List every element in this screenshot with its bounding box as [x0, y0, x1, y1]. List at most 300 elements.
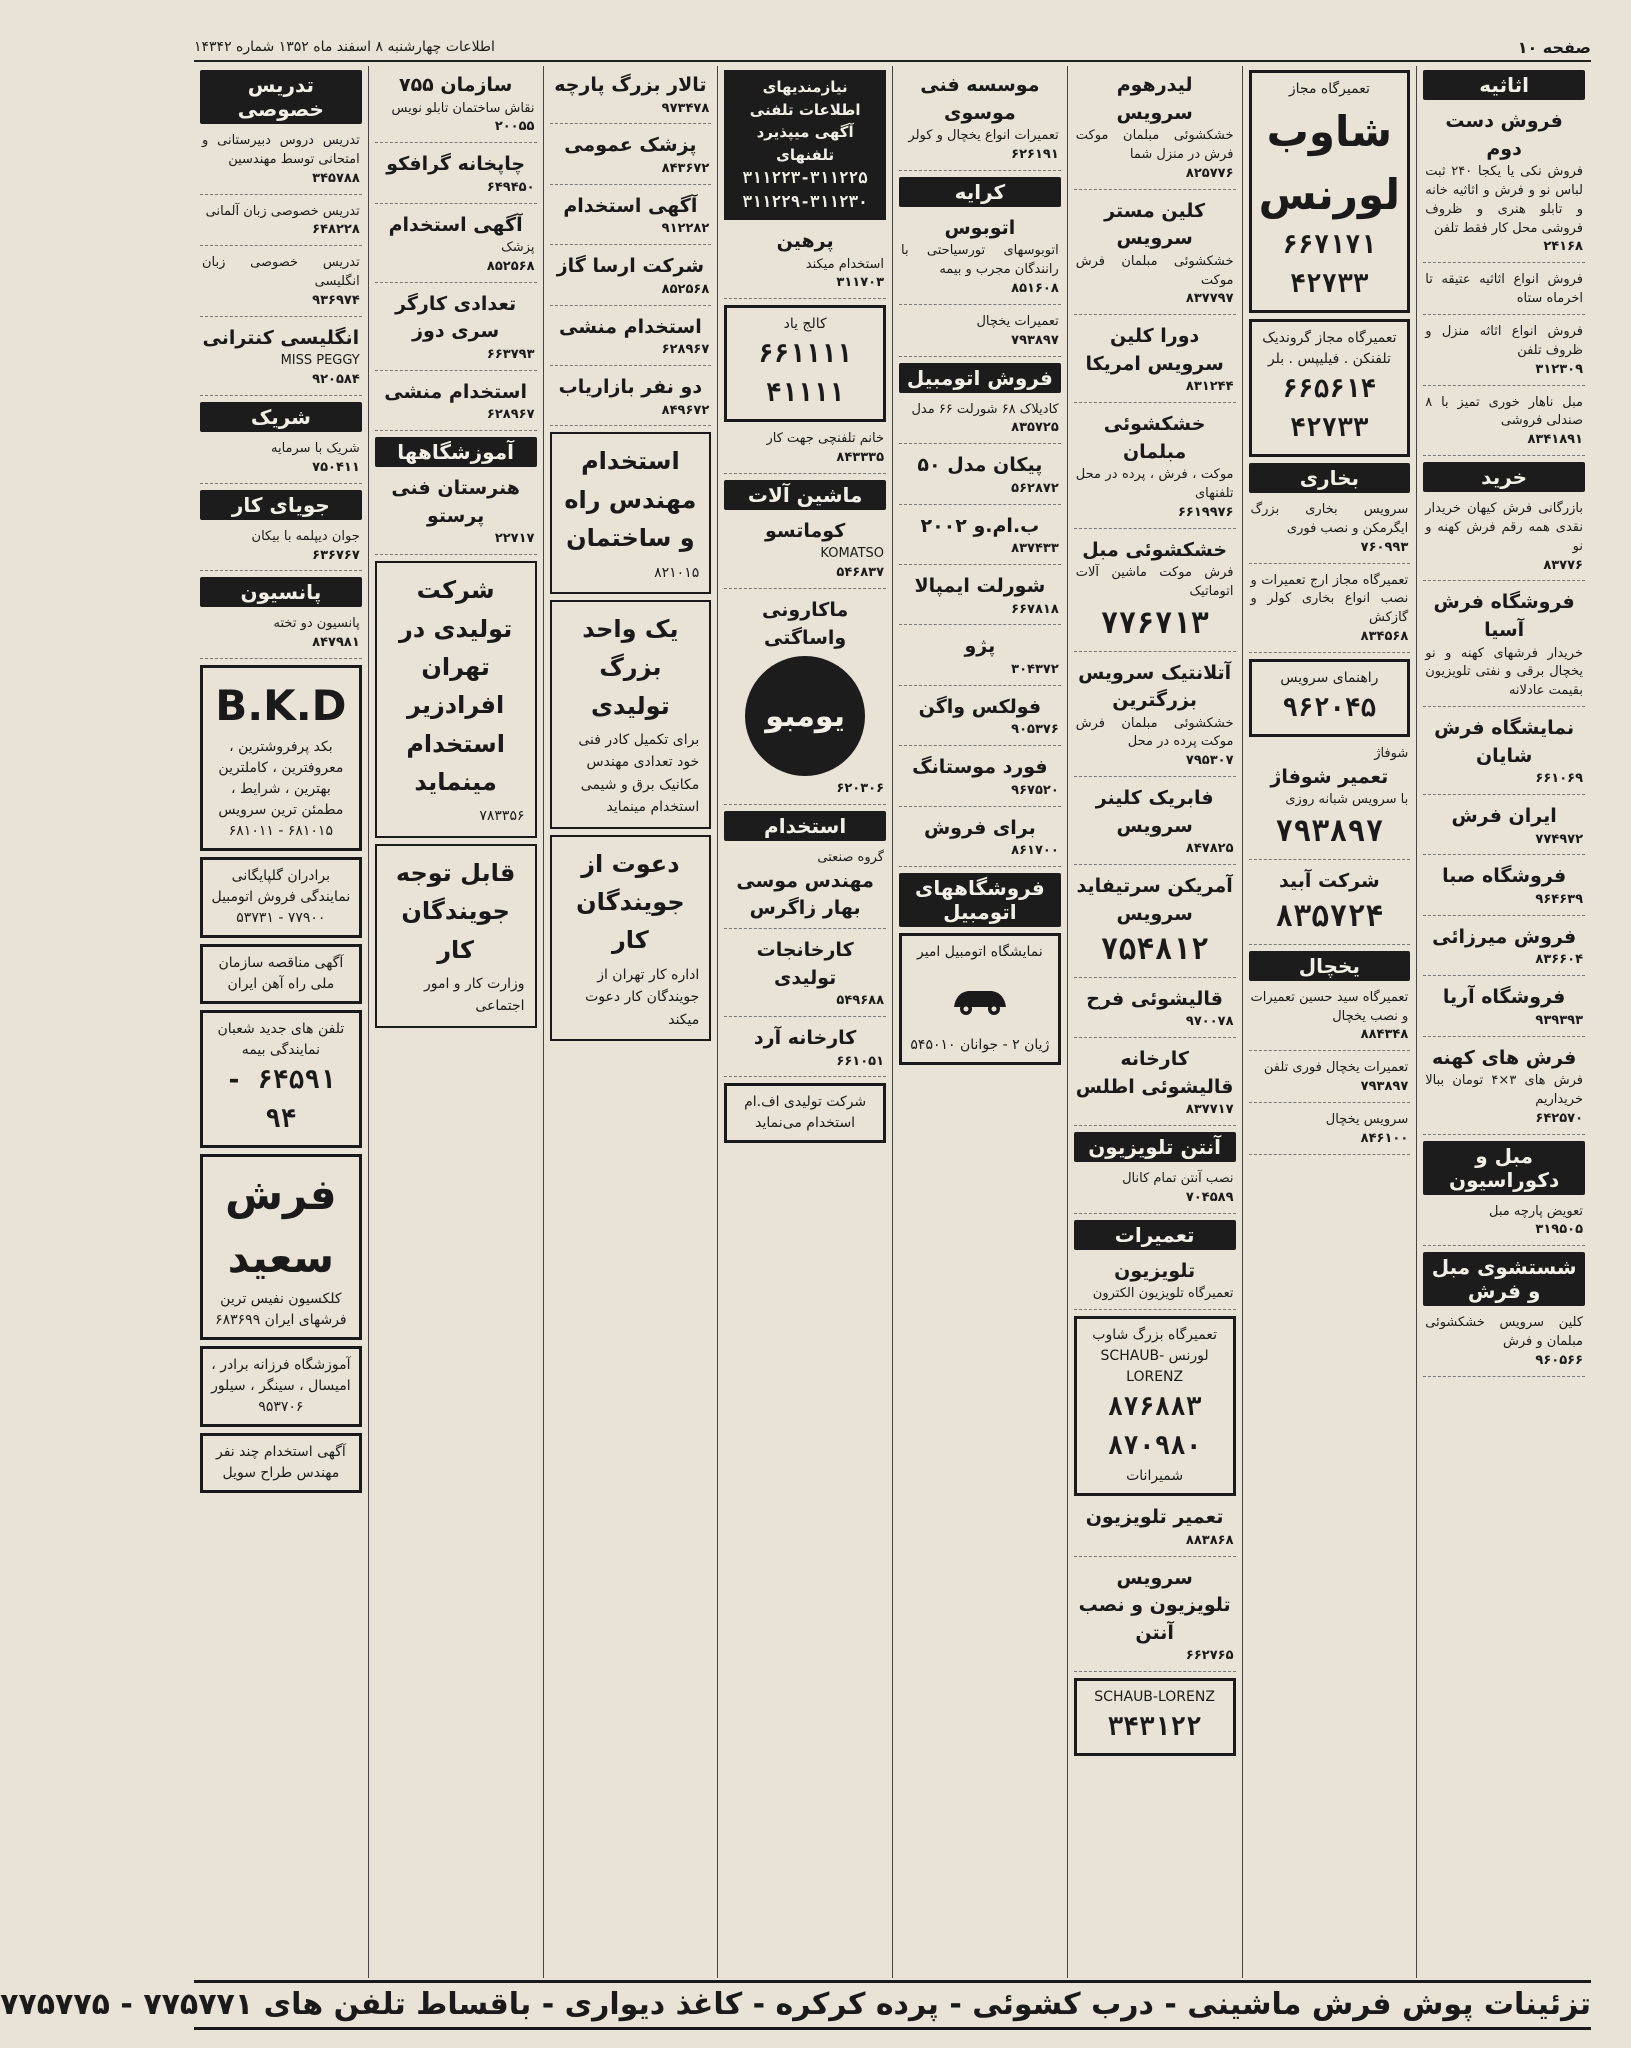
- ad-body: استخدام می‌نماید: [755, 1115, 856, 1132]
- ad-body: سازمان ملی راه آهن ایران: [218, 955, 335, 993]
- date-issue: اطلاعات چهارشنبه ۸ اسفند ماه ۱۳۵۲ شماره ۱۴۳۴۲: [194, 39, 495, 55]
- banner-numbers: ۳۱۱۲۲۳-۳۱۱۲۲۵ ۳۱۱۲۲۹-۳۱۱۲۳۰: [742, 168, 868, 211]
- ad-antenna-install: [1074, 1168, 1236, 1214]
- banner-label: نیازمندیهای اطلاعات تلفنی آگهی میپذیرد تلفنهای: [749, 78, 861, 164]
- ad-phone: ۸۳۷۷۱۷: [1185, 1102, 1234, 1118]
- column-2: [1242, 66, 1417, 1978]
- classified-columns: [194, 66, 1591, 1978]
- ad-phone: ۸۴۶۱۰۰: [1360, 1130, 1409, 1146]
- ad-phone: ۷۹۳۸۹۷: [1011, 332, 1059, 348]
- ad-phone: ۸۳۴۱۸۹۱: [1527, 432, 1583, 448]
- ad-body: برادر ، امیسال ، سینگر ، سیلور: [211, 1357, 351, 1395]
- ad-body: شعبان نمایندگی بیمه: [217, 1021, 320, 1059]
- ad-body: برای تکمیل کادر فنی خود تعدادی مهندس مکانیک برق و شیمی استخدام مینماید: [578, 732, 700, 816]
- ad-phone: ۸۷۶۸۸۳: [1107, 1392, 1202, 1423]
- ad-komatsu: [724, 516, 886, 589]
- ad-dining-table: [1423, 392, 1585, 457]
- ad-employment-notice: [550, 191, 712, 245]
- category-car-sale: فروش اتومبیل: [899, 363, 1061, 393]
- ad-pension: [200, 613, 362, 659]
- ad-telephonist: [724, 428, 886, 474]
- ad-body: ژیان ۲ - جوانان: [959, 1036, 1050, 1053]
- ad-fabric-cleaner: [1074, 783, 1236, 865]
- ad-farah-carpet-wash: [1074, 984, 1236, 1038]
- brand-logo: SCHAUB-LORENZ: [1094, 1688, 1215, 1705]
- ad-body: فروش انواع اثاثیه عتیقه تا اخرماه ستاه: [1425, 272, 1583, 307]
- ad-shayan-carpet: [1423, 713, 1585, 795]
- ad-phone: ۹۵۳۷۰۶: [258, 1399, 304, 1416]
- category-furniture: اثاثیه: [1423, 70, 1585, 100]
- ad-fridge-fast: [1249, 1057, 1411, 1103]
- ad-phone: ۸۴۳۶۷۲: [661, 160, 710, 176]
- category-pension: پانسیون: [200, 577, 362, 607]
- ad-big-factory: [550, 600, 712, 829]
- ad-doctor-hire: [375, 210, 537, 283]
- ad-title: فروشگاه آریا: [1442, 986, 1566, 1009]
- ad-title: قالیشوئی فرح: [1086, 987, 1223, 1010]
- ad-title: شرکت تولیدی اف.ام: [744, 1094, 867, 1111]
- ad-phone: ۸۳۱۲۴۴: [1185, 379, 1234, 395]
- ad-phone: ۹۶۰۵۶۶: [1535, 1353, 1583, 1369]
- ad-fridge-repairs: [899, 311, 1061, 357]
- ad-phone: ۶۶۳۷۹۳: [486, 346, 535, 362]
- ad-title: نمایشگاه فرش شایان: [1434, 717, 1575, 767]
- ad-title: تلفن های جدید: [259, 1021, 345, 1038]
- ad-tv-repair-2: [1074, 1502, 1236, 1556]
- ad-parastoo-school: [375, 473, 537, 555]
- ad-body: تعمیرات یخچال: [976, 313, 1059, 329]
- ad-saeed-carpet: [200, 1154, 362, 1340]
- ad-phone: ۲۰۰۵۵: [494, 119, 535, 135]
- ad-phone: ۸۳۵۷۲۵: [1011, 420, 1059, 436]
- ad-title: نمایشگاه اتومبیل امیر: [916, 943, 1043, 960]
- ad-second-hand: [1423, 106, 1585, 263]
- ad-clean-service: [1423, 1312, 1585, 1377]
- ad-title: انگلیسی کنترانی: [202, 326, 360, 349]
- ad-body: سرویس بخاری بزرگ ایگرمکن و نصب فوری: [1250, 502, 1409, 536]
- ad-title: شرکت تولیدی در تهران افرادزیر استخدام مینماید: [399, 576, 513, 797]
- ad-title: سازمان ۷۵۵: [398, 74, 513, 96]
- brand-logo: SCHAUB-LORENZ: [1100, 1348, 1184, 1386]
- ad-insurance: [200, 1010, 362, 1148]
- ad-sofa-cleaning: [1074, 409, 1236, 529]
- ad-phone: ۶۶۷۱۷۱: [1282, 230, 1377, 260]
- ad-tutoring-english: [200, 252, 362, 317]
- ad-body: تعویض پارچه مبل: [1488, 1203, 1583, 1219]
- ad-phone: ۶۶۲۷۶۵: [1185, 1648, 1234, 1664]
- ad-tv-repair: [1074, 1256, 1236, 1310]
- ad-arsa-gas: [550, 251, 712, 305]
- ad-tutoring-1: [200, 130, 362, 195]
- column-8: [194, 66, 368, 1978]
- ad-body: خشکشوئی مبلمان موکت فرش در منزل شما: [1075, 128, 1234, 162]
- category-fridge: یخچال: [1249, 951, 1411, 981]
- ad-secretary-2: [375, 377, 537, 431]
- ad-title: شوفاژ: [1374, 745, 1409, 761]
- ad-phone: ۷۵۴۸۱۲: [1100, 932, 1209, 968]
- ad-title: لیدرهوم سرویس: [1116, 74, 1193, 124]
- ad-phone: ۸۲۵۷۷۶: [1185, 165, 1234, 181]
- ad-phone: ۳۰۴۳۷۲: [1011, 661, 1059, 677]
- ad-farzaneh-school: [200, 1346, 362, 1427]
- ad-title: فروش میرزائی: [1432, 925, 1577, 948]
- ad-body: نصب آنتن تمام کانال: [1122, 1171, 1234, 1187]
- ad-mustang: [899, 752, 1061, 806]
- ad-phone: ۹۶۴۶۳۹: [1535, 891, 1583, 907]
- ad-keyhan-carpet: [1423, 498, 1585, 581]
- ad-body: تعمیرگاه تلویزیون الکترون: [1092, 1286, 1234, 1302]
- ad-furniture-sale: [1423, 321, 1585, 386]
- ad-phone: ۸۴۷۹۸۱: [312, 635, 360, 651]
- ad-phone: ۶۳۶۷۶۷: [312, 547, 360, 563]
- ad-phone: ۶۴۵۹۱ - ۹۴: [226, 1065, 336, 1135]
- ad-phone: ۸۳۶۶۰۴: [1535, 952, 1583, 968]
- ad-atlantic: [1074, 658, 1236, 778]
- ad-body: کلکسیون نفیس ترین فرشهای ایران: [220, 1291, 347, 1329]
- category-tv-antenna: آنتن تلویزیون: [1074, 1132, 1236, 1162]
- ad-phone: ۶۴۲۵۷۰: [1535, 1110, 1583, 1126]
- ad-body: موکت ، فرش ، پرده در محل تلفنهای: [1075, 467, 1234, 502]
- ad-mousavi-tech: [899, 70, 1061, 171]
- ad-leader-home: [1074, 70, 1236, 190]
- ad-partner: [200, 438, 362, 484]
- ad-phone: ۲۴۱۶۸: [1543, 239, 1583, 255]
- ad-title: قابل توجه جویندگان کار: [395, 858, 516, 964]
- ad-phone-2: ۸۷۰۹۸۰: [1107, 1431, 1202, 1462]
- ad-marketers: [550, 372, 712, 426]
- ad-phone: ۵۴۹۶۸۸: [836, 993, 884, 1009]
- ad-tailors: [375, 289, 537, 371]
- ad-title: فروشگاه فرش آسیا: [1433, 591, 1575, 641]
- ad-flour-factory: [724, 1023, 886, 1077]
- ad-graphco-print: [375, 149, 537, 203]
- ad-paykan: [899, 450, 1061, 504]
- ad-phone: ۳۱۱۷۰۳: [836, 275, 884, 291]
- ad-title: کارخانجات تولیدی: [756, 939, 854, 989]
- ad-phone-2: ۴۱۱۱۱: [765, 378, 845, 409]
- ad-designer-hire: [200, 1433, 362, 1493]
- ad-body: اتوبوسهای تورسیاحتی با رانندگان مجرب و بیمه: [901, 243, 1059, 278]
- ad-body: نمایندگی فروش اتومبیل: [211, 889, 351, 906]
- ad-phone-2: ۴۲۷۳۳: [1290, 413, 1369, 443]
- ad-body: خانم تلفنچی جهت کار: [766, 431, 884, 447]
- column-1: [1416, 66, 1591, 1978]
- ad-clean-master: [1074, 196, 1236, 316]
- ad-phone: ۶۶۷۸۱۸: [1011, 601, 1059, 617]
- ad-title: پزشک عمومی: [564, 134, 697, 157]
- ad-title: آگهی استخدام: [388, 213, 523, 236]
- ad-title: کارخانه آرد: [753, 1026, 857, 1049]
- ad-phone: ۶۶۱۹۹۷۶: [1177, 504, 1234, 520]
- ad-title: تعمیرگاه بزرگ شاوب لورنس: [1092, 1327, 1217, 1365]
- ad-job-seeker: [200, 526, 362, 572]
- ad-phone: ۷۹۵۳۰۷: [1185, 753, 1234, 769]
- ad-phone: ۵۴۵۰۱۰: [910, 1036, 956, 1053]
- ad-sofa-automatic: [1074, 535, 1236, 652]
- ad-body: مبل ناهار خوری تمیز با ۸ صندلی فروشی: [1425, 394, 1583, 429]
- ad-golpayegani: [200, 857, 362, 938]
- brand-logo: KOMATSO: [820, 546, 884, 562]
- ad-antique: [1423, 269, 1585, 315]
- ad-title: فروش دست دوم: [1445, 110, 1563, 160]
- ad-phone: ۷۹۳۸۹۷: [1275, 814, 1384, 850]
- ad-phone: ۹۱۲۲۸۲: [661, 221, 710, 237]
- ad-fridge-service: [1249, 1109, 1411, 1155]
- ad-phone-2: ۴۲۷۳۳: [1290, 269, 1369, 299]
- ad-phone: ۳۱۲۳۰۹: [1535, 361, 1583, 377]
- column-6: [543, 66, 718, 1978]
- ad-title: پژو: [964, 635, 996, 658]
- ad-bkd: [200, 665, 362, 851]
- ad-phone: ۹۰۵۳۷۶: [1011, 722, 1059, 738]
- ad-title: فولکس واگن: [918, 695, 1042, 718]
- category-decoration: مبل و دکوراسیون: [1423, 1141, 1585, 1195]
- ad-radiator: [1249, 743, 1411, 860]
- ad-phone: ۹۶۲۰۴۵: [1282, 692, 1377, 723]
- category-washing: شستشوی مبل و فرش: [1423, 1252, 1585, 1306]
- ad-organization-755: [375, 70, 537, 143]
- ad-phone: ۶۶۵۶۱۴: [1282, 374, 1377, 404]
- ad-headline: تعمیر شوفاژ: [1270, 765, 1389, 788]
- ad-subtitle: MISS PEGGY: [280, 353, 360, 369]
- ad-title: برادران گلپایگانی: [231, 868, 331, 885]
- ad-title: دورا کلین سرویس امریکا: [1085, 325, 1224, 375]
- ad-title: کالج یاد: [783, 316, 827, 333]
- ad-production-hire: [375, 561, 537, 838]
- ad-title: فورد موستانگ: [912, 756, 1048, 779]
- ad-title: خشکشوئی مبل: [1082, 538, 1228, 561]
- ad-title: تلویزیون: [1114, 1259, 1196, 1282]
- ad-phone: ۹۷۳۴۷۸: [661, 100, 710, 116]
- category-employment: استخدام: [724, 811, 886, 841]
- ad-atlas-carpet-wash: [1074, 1044, 1236, 1126]
- ad-schaub-lorenz-small: [1074, 1678, 1236, 1756]
- ad-body: سرویس یخچال: [1325, 1111, 1409, 1127]
- ad-phone: ۶۸۳۶۹۹: [215, 1312, 261, 1329]
- ad-upholstery: [1423, 1201, 1585, 1247]
- ad-phone: ۶۲۶۱۹۱: [1011, 146, 1059, 162]
- ad-title: سرویس تلویزیون و نصب آنتن: [1078, 1566, 1231, 1644]
- ad-body: تعمیرگاه سید حسین تعمیرات و نصب یخچال: [1250, 989, 1409, 1024]
- ad-body: جوان دیپلمه با بیکان: [251, 528, 360, 544]
- ad-body: فروش انواع اثاثه منزل و ظروف تلفن: [1425, 324, 1583, 358]
- ad-title: تالار بزرگ پارچه: [554, 74, 707, 96]
- ad-phone: ۶۶۱۱۱۱: [758, 339, 853, 370]
- ad-phone: ۶۸۱۰۱۵ - ۶۸۱۰۱۱: [228, 823, 333, 840]
- ad-phone: ۸۴۳۳۳۵: [836, 450, 884, 466]
- masthead: [194, 34, 1591, 62]
- ad-schaub-lorenz-big: [1074, 1316, 1236, 1496]
- ad-zagros: [724, 847, 886, 929]
- ad-abid-company: [1249, 866, 1411, 945]
- ad-phone: ۹۲۰۵۸۴: [312, 372, 360, 388]
- ad-body: بازرگانی فرش کیهان خریدار نقدی همه رقم فرش کهنه و نو: [1425, 501, 1583, 554]
- ad-phone: ۸۳۴۵۶۸: [1360, 629, 1409, 645]
- ad-body: تعمیرات انواع یخچال و کولر: [908, 128, 1059, 144]
- ad-body: تدریس دروس دبیرستانی و امتحانی توسط مهندسین: [202, 133, 360, 167]
- ad-title: استخدام مهندس راه و ساختمان: [564, 447, 697, 553]
- ad-body: شریک با سرمایه: [271, 440, 360, 456]
- ad-title: اتوبوس: [944, 216, 1016, 239]
- category-repairs: تعمیرات: [1074, 1220, 1236, 1250]
- bkd-logo: B.K.D: [215, 681, 347, 731]
- ad-title: تعمیرگاه مجاز: [1288, 81, 1370, 97]
- ad-bmw: [899, 511, 1061, 565]
- ad-title: پرهین: [776, 230, 834, 252]
- ad-phone: ۶۲۰۳۰۶: [836, 781, 884, 797]
- ad-phone: ۳۴۳۱۲۲: [1107, 1711, 1202, 1742]
- ad-iran-carpet: [1423, 801, 1585, 855]
- ad-title: استخدام منشی: [384, 380, 527, 403]
- ad-arj-repair: [1249, 570, 1411, 653]
- ad-title: ماکارونی واساگتی: [762, 599, 849, 649]
- ad-phone: ۶۶۱۰۶۹: [1535, 771, 1583, 787]
- ad-mirzaei: [1423, 922, 1585, 976]
- ad-schaub-lorenz-repair: [1249, 70, 1411, 313]
- ad-title: موسسه فنی موسوی: [920, 74, 1040, 124]
- category-schools: آموزشگاهها: [375, 437, 537, 467]
- bottom-banner-ad: تزئینات پوش فرش ماشینی - درب کشوئی - پرده کرکره - کاغذ دیواری - باقساط تلفن های ۷۷۵۷۷۱ - ۷۷۵۷۷۵: [194, 1980, 1591, 2030]
- ad-dora-clean: [1074, 321, 1236, 403]
- ad-phone: ۸۳۷۴۳۳: [1011, 541, 1059, 557]
- ad-service-guide: [1249, 659, 1411, 737]
- ad-title: کوماتسو: [765, 519, 846, 542]
- ad-secretary: [550, 312, 712, 366]
- ad-phone: ۸۴۹۶۷۲: [661, 402, 710, 418]
- ad-phone: ۷۹۳۸۹۷: [1360, 1079, 1409, 1095]
- ad-cadillac: [899, 399, 1061, 445]
- ad-saba: [1423, 861, 1585, 915]
- ad-heater-service: [1249, 499, 1411, 564]
- ad-asia-carpet: [1423, 587, 1585, 707]
- ad-title: کارخانه قالیشوئی اطلس: [1075, 1048, 1234, 1098]
- ad-yad-college: [724, 305, 886, 422]
- column-7: [368, 66, 543, 1978]
- ad-body: کادیلاک ۶۸ شورلت ۶۶ مدل: [911, 401, 1059, 417]
- column-4: [892, 66, 1067, 1978]
- ad-phone: ۸۳۷۷۹۷: [1185, 291, 1234, 307]
- ad-impala: [899, 571, 1061, 625]
- ad-body: تلفنکن . فیلیپس . بلر: [1267, 351, 1391, 367]
- ad-phone: ۸۵۲۵۶۸: [661, 281, 710, 297]
- ad-title: آگهی استخدام: [563, 194, 698, 217]
- ad-phone: ۶۲۸۹۶۷: [486, 407, 535, 423]
- ad-phone: ۵۴۶۸۳۷: [836, 565, 884, 581]
- category-rental: کرایه: [899, 177, 1061, 207]
- ad-tutoring-german: [200, 201, 362, 247]
- category-heater: بخاری: [1249, 463, 1411, 493]
- ad-body: با سرویس شبانه روزی: [1285, 792, 1409, 808]
- ad-phone: ۲۲۷۱۷: [494, 531, 535, 547]
- ad-phone: ۸۳۵۷۲۴: [1275, 899, 1384, 935]
- ad-body: تدریس خصوصی زبان آلمانی: [205, 203, 360, 219]
- ad-phone: ۹۳۶۹۷۴: [312, 292, 360, 308]
- ad-title: شرکت ارسا گاز: [556, 255, 705, 278]
- yumbo-logo: یومبو: [745, 656, 865, 776]
- ad-body: استخدام میکند: [805, 256, 884, 272]
- ad-subtitle: شمیرانات: [1126, 1468, 1184, 1485]
- ad-phone: ۹۳۹۳۹۳: [1535, 1012, 1583, 1028]
- ad-body: خشکشوئی مبلمان فرش موکت پرده در محل: [1075, 715, 1234, 750]
- ad-tender: [200, 944, 362, 1004]
- ad-phone: ۷۰۴۵۸۹: [1185, 1189, 1234, 1205]
- ad-phone: ۶۴۸۲۲۸: [312, 222, 360, 238]
- ad-for-sale: [899, 813, 1061, 867]
- ad-body: چند نفر مهندس طراح سویل: [215, 1444, 340, 1482]
- ad-phone: ۷۵۰۴۱۱: [312, 459, 360, 475]
- ad-title: کلین مستر سرویس: [1104, 199, 1206, 250]
- ad-body: خریدار فرشهای کهنه و نو یخچال برقی و نفتی تلویزیون بقیمت عادلانه: [1425, 645, 1583, 699]
- ad-aria: [1423, 982, 1585, 1036]
- ad-phone: ۸۵۲۵۶۸: [486, 259, 535, 275]
- ad-title: هنرستان فنی پرستو: [391, 477, 520, 527]
- ad-attention-seekers: [375, 844, 537, 1028]
- ad-title: آمریکن سرتیفاید سرویس: [1076, 875, 1233, 925]
- ad-phone: ۸۸۴۳۴۸: [1360, 1027, 1409, 1043]
- ad-title: شورلت ایمپالا: [914, 575, 1046, 598]
- ad-fridge-repair: [1249, 987, 1411, 1052]
- ad-title: آگهی مناقصه: [267, 955, 344, 972]
- ad-body: تعمیرگاه مجاز ارج تعمیرات و نصب انواع بخاری کولر و گازکش: [1250, 572, 1409, 626]
- ad-grundig-repair: [1249, 319, 1411, 457]
- page-number: صفحه ۱۰: [1517, 37, 1591, 57]
- ad-phone: ۷۷۴۹۷۲: [1535, 831, 1583, 847]
- ad-body: تعمیرات یخچال فوری تلفن: [1263, 1060, 1409, 1076]
- ad-title: بکد: [313, 739, 333, 756]
- ad-title: آگهی استخدام: [263, 1444, 346, 1461]
- ad-phone: ۸۳۷۷۶: [1543, 557, 1583, 573]
- ad-body: وزارت کار و امور اجتماعی: [423, 976, 525, 1015]
- ad-body: پانسیون دو تخته: [273, 616, 360, 632]
- ad-phone: ۵۶۲۸۷۲: [1011, 480, 1059, 496]
- ad-title: آموزشگاه فرزانه: [253, 1357, 351, 1374]
- ad-phone: ۸۶۱۷۰۰: [1011, 843, 1059, 859]
- ad-title: فرش های کهنه: [1431, 1046, 1577, 1069]
- ad-phone: ۸۵۱۶۰۸: [1011, 281, 1059, 297]
- ad-body: پرفروشترین ، معروفترین ، کاملترین بهترین ، شرایط ، مطمئن ترین سرویس: [218, 739, 344, 819]
- category-private-tutoring: تدریس خصوصی: [200, 70, 362, 124]
- ad-old-carpets: [1423, 1043, 1585, 1135]
- ad-general-doctor: [550, 130, 712, 184]
- ad-body: فرش موکت ماشین آلات اتوماتیک: [1075, 565, 1234, 600]
- ad-phone: ۷۷۹۰۰ - ۵۳۷۳۱: [236, 910, 326, 927]
- ad-fm-production: [724, 1083, 886, 1143]
- category-machinery: ماشین آلات: [724, 480, 886, 510]
- column-3: [1067, 66, 1242, 1978]
- ad-title: تعدادی کارگر سری دوز: [395, 292, 517, 343]
- column-5: [717, 66, 892, 1978]
- ad-body: اداره کار تهران از جویندگان کار دعوت میکند: [585, 966, 700, 1028]
- ad-american-certified: [1074, 871, 1236, 978]
- ad-phone: ۷۶۰۹۹۳: [1360, 539, 1409, 555]
- ad-body: پزشک: [501, 240, 535, 256]
- ad-brand: شاوب لورنس: [1258, 107, 1401, 219]
- ad-phone: ۹۷۰۰۷۸: [1185, 1014, 1234, 1030]
- ad-phone: ۹۶۷۵۲۰: [1011, 782, 1059, 798]
- ad-title: ایران فرش: [1451, 805, 1557, 827]
- ad-phone: ۳۴۵۷۸۸: [312, 170, 360, 186]
- ad-peugeot: [899, 631, 1061, 685]
- ad-body: گروه صنعتی: [817, 850, 884, 866]
- ad-phone: ۸۸۳۸۶۸: [1185, 1532, 1234, 1548]
- ad-title: شرکت آبید: [1279, 869, 1380, 892]
- ad-title: استخدام منشی: [558, 315, 702, 338]
- ad-title: فروشگاه صبا: [1442, 865, 1567, 888]
- car-icon: [948, 967, 1012, 1031]
- ad-title: پیکان مدل ۵۰: [917, 454, 1043, 477]
- ad-title: ب.ام.و ۲۰۰۲: [920, 514, 1040, 537]
- ad-fabric-hall: [550, 70, 712, 124]
